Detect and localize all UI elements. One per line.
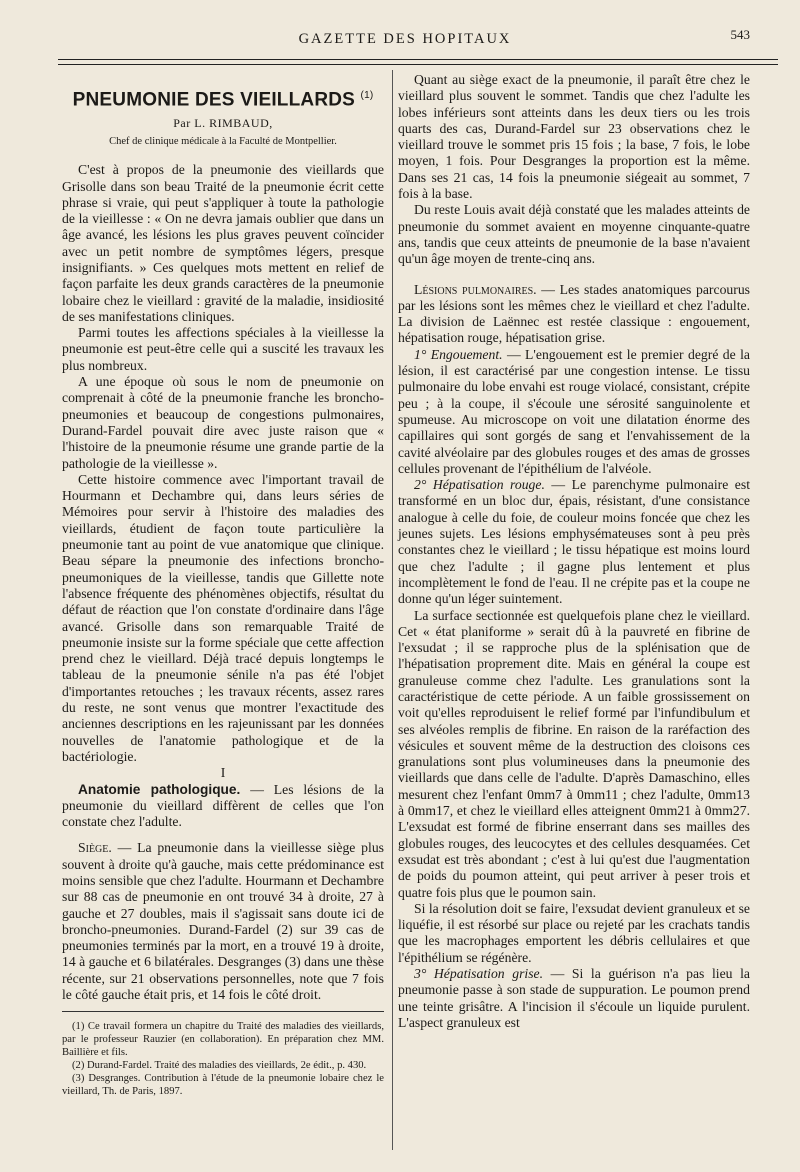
paragraph: Du reste Louis avait déjà constaté que les malades atteints de pneumonie du sommet avaient en moyenne cinquante-quatre ans, tandis que ceux atteints de pneumonie de la base n'avaient qu'un âge moyen de trente-cinq ans. bbox=[398, 202, 750, 267]
hepatisation-grise-text: — Si la guérison n'a pas lieu la pneumonie passe à son stade de suppuration. Le poumon prend une teinte grisâtre. A l'incision il s'écoule un liquide purulent. L'aspect granuleux est bbox=[398, 966, 750, 1030]
section-number: I bbox=[220, 765, 226, 781]
article-title-text: PNEUMONIE DES VIEILLARDS bbox=[72, 89, 356, 111]
paragraph: Parmi toutes les affections spéciales à la vieillesse la pneumonie est peut-être celle qui a suscité les travaux les plus nombreux. bbox=[62, 325, 384, 373]
footnotes bbox=[62, 1020, 384, 1098]
article-title bbox=[62, 88, 384, 109]
footnote-1: (1) Ce travail formera un chapitre du Traité des maladies des vieillards, par le professeur Rauzier (en collaboration). En préparation chez MM. Baillière et fils. bbox=[62, 1021, 384, 1059]
header-rule bbox=[58, 59, 778, 60]
siege-label: Siège. bbox=[78, 840, 112, 856]
journal-title: GAZETTE DES HOPITAUX bbox=[298, 31, 512, 47]
hepatisation-grise-paragraph bbox=[398, 966, 750, 1031]
hepatisation-rouge-paragraph bbox=[398, 477, 750, 607]
author-affiliation: Chef de clinique médicale à la Faculté de Montpellier. bbox=[109, 135, 337, 147]
paragraph: Quant au siège exact de la pneumonie, il paraît être chez le vieillard plus souvent le sommet. Tandis que chez l'adulte les lobes inférieurs sont atteints dans les deux tiers ou les trois quarts des cas, Durand-Fardel sur 23 observations chez le vieillard trouve le sommet pris 15 fois ; la base, 7 fois, le lobe moyen, 1 fois. Pour Desgranges la proportion est la même. Dans ses 21 cas, 14 fois la pneumonie siégeait au sommet, 7 fois à la base. bbox=[398, 72, 750, 202]
lesions-label: Lésions pulmonaires. bbox=[414, 281, 537, 297]
header-rule-thin bbox=[58, 64, 778, 65]
left-column bbox=[62, 72, 384, 1098]
page-header bbox=[60, 27, 750, 51]
paragraph: Cette histoire commence avec l'important travail de Hourmann et Dechambre qui, dans leurs séries de Mémoires pour servir à l'histoire des maladies des vieillards, étudient de façon toute particulière la pneumonie tant au point de vue anatomique que clinique. Beau sépare la pneumonie des infections broncho-pneumoniques de la vieillesse, tandis que Gillette note l'absence fréquente des phénomènes objectifs, résultat du défaut de réaction que l'on constate d'ordinaire dans l'âge avancé. Grisolle dans son remarquable Traité de pneumonie insiste sur la forme spéciale que cette affection prend chez le vieillard. Déjà tracé depuis longtemps le tableau de la pneumonie sénile n'a pas été l'objet d'importantes retouches ; les travaux récents, assez rares du reste, ne sont venus que montrer l'exactitude des anciennes descriptions en les rajeunissant par les données nouvelles de l'anatomie pathologique et de la bactériologie. bbox=[62, 471, 384, 764]
engouement-label: 1° Engouement. bbox=[414, 346, 503, 362]
engouement-text: — L'engouement est le premier degré de la lésion, il est caractérisé par une congestion intense. Le tissu pulmonaire du lobe envahi est rouge violacé, consistant, crépite peu ; à la coupe, il s'écoule une sérosité sanguinolente et spumeuse. Au microscope on voit une dilatation énorme des capillaires qui sont gorgés de sang et l'envahissement de la cavité alvéolaire par des globules rouges et des amas de grosses cellules provenant de l'épithélium de l'alvéole. bbox=[398, 346, 750, 476]
hepatisation-grise-label: 3° Hépatisation grise. bbox=[414, 966, 544, 982]
lesions-text: — Les stades anatomiques parcourus par les lésions sont les mêmes chez le vieillard et chez l'adulte. La division de Laënnec est restée classique : engouement, hépatisation rouge, hépatisation grise. bbox=[398, 281, 750, 346]
footnote-3: (3) Desgranges. Contribution à l'étude de la pneumonie lobaire chez le vieillard, Th. de Paris, 1897. bbox=[62, 1073, 384, 1098]
article-author: Par L. RIMBAUD, bbox=[173, 115, 273, 130]
paragraph: Si la résolution doit se faire, l'exsudat devient granuleux et se liquéfie, il est résorbé sur place ou rejeté par les crachats tandis que les macrophages emportent les débris cellulaires et que l'épithélium se régénère. bbox=[398, 900, 750, 965]
hepatisation-rouge-label: 2° Hépatisation rouge. bbox=[414, 477, 545, 493]
footnote-2: (2) Durand-Fardel. Traité des maladies des vieillards, 2e édit., p. 430. bbox=[72, 1060, 367, 1072]
paragraph: C'est à propos de la pneumonie des vieillards que Grisolle dans son beau Traité de la pneumonie écrit cette phrase si vraie, qui peut s'appliquer à toute la pathologie de la vieillesse : « On ne devra jamais oublier que dans un âge avancé, les lésions les plus graves peuvent coïncider avec un petit nombre de symptômes légers, presque insignifiants. » Ces quelques mots mettent en relief de façon parfaite les deux grands caractères de la pneumonie lobaire chez le vieillard : gravité de la maladie, insidiosité de ses manifestations cliniques. bbox=[62, 162, 384, 324]
siege-text: — La pneumonie dans la vieillesse siège plus souvent à droite qu'à gauche, mais cette prédominance est moins sensible que chez l'adulte. Hourmann et Dechambre sur 88 cas de pneumonie en ont trouvé 34 à droite, 27 à gauche et 27 doubles, mais il s'agissait sans doute ici de broncho-pneumonies. Durand-Fardel (2) sur 39 cas de pneumonies terminés par la mort, en a trouvé 19 à droite, 14 à gauche et 6 bilatérales. Desgranges (3) dans une thèse récente, sur 21 observations personnelles, note que 7 fois le côté gauche était pris, et 14 fois le côté droit. bbox=[62, 840, 384, 1003]
engouement-paragraph bbox=[398, 347, 750, 477]
hepatisation-rouge-text: — Le parenchyme pulmonaire est transformé en un bloc dur, épais, résistant, d'une consistance analogue à celle du foie, de couleur moins foncée que chez les jeunes sujets. Les lésions emphysémateuses sont à peu près constantes chez le vieillard ; le tissu hépatique est moins lourd que chez l'adulte ; il gagne plus lentement et plus incomplètement le fond de l'eau. Il ne crépite pas et la coupe ne donne qu'un léger suintement. bbox=[398, 477, 750, 607]
section-intro: — Les lésions de la pneumonie du vieillard diffèrent de celles que l'on constate chez l'adulte. bbox=[62, 781, 384, 830]
lesions-paragraph bbox=[398, 282, 750, 347]
footnote-rule bbox=[62, 1011, 384, 1012]
page-number: 543 bbox=[730, 27, 750, 42]
siege-paragraph bbox=[62, 840, 384, 1003]
column-separator bbox=[392, 70, 393, 1150]
right-column bbox=[398, 72, 750, 1031]
section-title: Anatomie pathologique. bbox=[78, 781, 241, 797]
paragraph: A une époque où sous le nom de pneumonie on comprenait à côté de la pneumonie franche les broncho-pneumonies et beaucoup de congestions pulmonaires, Durand-Fardel pouvait dire avec juste raison que « l'histoire de la pneumonie résume une grande partie de la pathologie de la vieillesse ». bbox=[62, 374, 384, 471]
title-footnote-ref: (1) bbox=[360, 90, 374, 101]
section-heading-paragraph bbox=[62, 782, 384, 831]
paragraph: La surface sectionnée est quelquefois plane chez le vieillard. Cet « état planiforme » serait dû à la pauvreté en fibrine de l'exsudat ; il se rapproche plus de la splénisation que de l'hépatisation proprement dite. Mais en général la coupe est granuleuse comme chez l'adulte. Les granulations sont la caractéristique de cette période. A un faible grossissement on voit qu'elles reproduisent le relief formé par l'infundibulum et ses alvéoles remplis de fibrine. En raison de la raréfaction des vésicules et souvent même de la destruction des cloisons ces granulations sont plus volumineuses dans la pneumonie des vieillards que dans celle de l'adulte. D'après Damaschino, elles mesurent chez l'enfant 0mm7 à 0mm11 ; chez l'adulte, 0mm13 à 0mm17, et chez le vieillard elles atteignent 0mm21 à 0mm27. L'exsudat est formé de fibrine enserrant dans ses mailles des globules rouges, des leucocytes et des cellules desquamées. Cet exsudat est très abondant ; c'est à lui qu'est due l'augmentation de poids du poumon atteint, qui peut arriver à peser trois et quatre fois plus que le poumon sain. bbox=[398, 607, 750, 900]
